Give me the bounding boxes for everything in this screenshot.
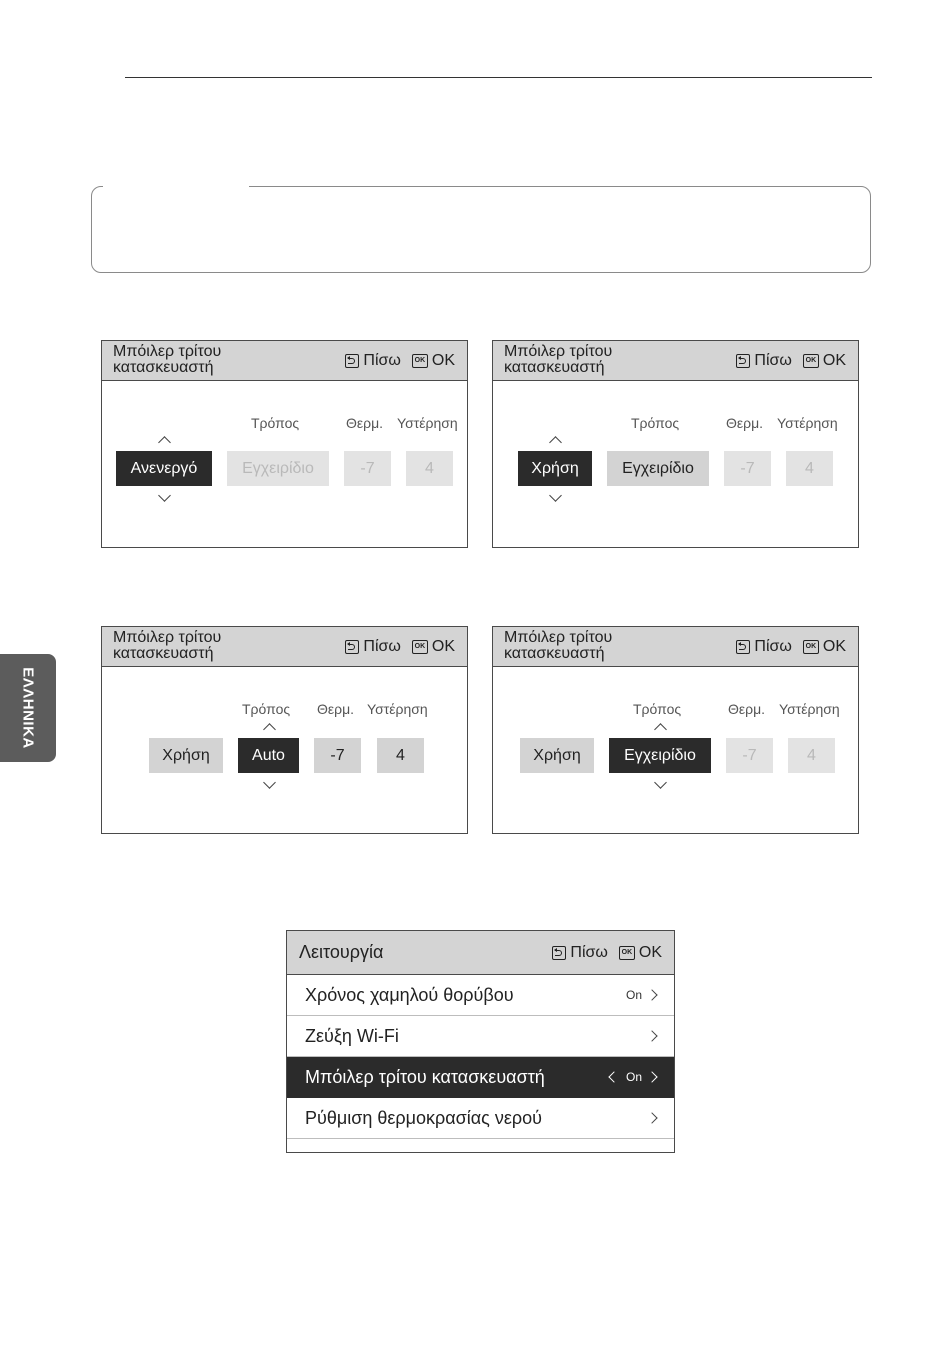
menu-item-value: On [625, 988, 642, 1002]
panel-title-line2: κατασκευαστή [504, 358, 605, 376]
chevron-down-icon[interactable] [549, 489, 562, 502]
ok-icon[interactable]: OK [619, 946, 635, 960]
menu-item-label: Ζεύξη Wi-Fi [305, 1026, 399, 1046]
panel-title [504, 344, 612, 375]
mode-selector[interactable]: Εγχειρίδιο [609, 738, 711, 773]
mode-column-label: Τρόπος [633, 701, 682, 717]
menu-header [287, 931, 674, 975]
menu-item-wifi-pairing[interactable] [287, 1016, 674, 1057]
ok-label[interactable]: OK [431, 638, 455, 655]
ok-icon[interactable]: OK [803, 640, 819, 654]
boiler-panel-4 [492, 626, 859, 834]
hysteresis-selector[interactable]: 4 [377, 738, 424, 773]
menu-item-third-party-boiler[interactable] [287, 1057, 674, 1098]
chevron-up-icon[interactable] [263, 723, 276, 736]
hysteresis-selector[interactable]: 4 [786, 451, 833, 486]
back-icon[interactable] [736, 640, 750, 654]
back-icon[interactable] [736, 354, 750, 368]
temp-selector[interactable]: -7 [726, 738, 773, 773]
panel-header [493, 627, 858, 667]
panel-title-line1: Μπόιλερ τρίτου [504, 343, 613, 360]
header-rule [125, 77, 872, 78]
boiler-panel-2 [492, 340, 859, 548]
back-icon[interactable] [345, 640, 359, 654]
panel-title-line1: Μπόιλερ τρίτου [113, 343, 222, 360]
hysteresis-column-label: Υστέρηση [777, 415, 838, 431]
panel-title-line2: κατασκευαστή [504, 644, 605, 662]
language-side-tab-label: ΕΛΛΗΝΙΚΑ [19, 667, 37, 749]
mode-selector[interactable]: Auto [238, 738, 299, 773]
panel-header-controls [345, 638, 455, 656]
menu-title: Λειτουργία [299, 942, 384, 962]
panel-title [113, 344, 221, 375]
hysteresis-selector[interactable]: 4 [406, 451, 453, 486]
chevron-down-icon[interactable] [158, 489, 171, 502]
state-selector[interactable]: Χρήση [149, 738, 223, 773]
ok-icon[interactable]: OK [412, 640, 428, 654]
temp-selector[interactable]: -7 [344, 451, 391, 486]
chevron-up-icon[interactable] [158, 436, 171, 449]
back-label[interactable]: Πίσω [754, 352, 792, 369]
temp-column-label: Θερμ. [346, 415, 384, 431]
ok-label[interactable]: OK [431, 352, 455, 369]
panel-title-line1: Μπόιλερ τρίτου [113, 629, 222, 646]
panel-header [102, 627, 467, 667]
menu-item-value: On [625, 1070, 642, 1084]
ok-label[interactable]: OK [822, 638, 846, 655]
ok-label[interactable]: OK [638, 944, 662, 961]
hysteresis-selector[interactable]: 4 [788, 738, 835, 773]
chevron-left-icon[interactable] [608, 1071, 619, 1082]
menu-item-water-temp-setting[interactable] [287, 1098, 674, 1139]
panel-header-controls [345, 352, 455, 370]
mode-column-label: Τρόπος [242, 701, 291, 717]
chevron-right-icon[interactable] [646, 1112, 657, 1123]
menu-header-controls [552, 944, 662, 962]
panel-title-line2: κατασκευαστή [113, 644, 214, 662]
menu-item-label: Μπόιλερ τρίτου κατασκευαστή [305, 1067, 545, 1087]
back-label[interactable]: Πίσω [570, 944, 608, 961]
panel-header-controls [736, 638, 846, 656]
chevron-up-icon[interactable] [654, 723, 667, 736]
back-icon[interactable] [345, 354, 359, 368]
hysteresis-column-label: Υστέρηση [397, 415, 458, 431]
mode-column-label: Τρόπος [251, 415, 300, 431]
note-box-label-gap [103, 180, 249, 190]
temp-selector[interactable]: -7 [724, 451, 771, 486]
chevron-down-icon[interactable] [654, 776, 667, 789]
ok-icon[interactable]: OK [803, 354, 819, 368]
panel-header [493, 341, 858, 381]
temp-column-label: Θερμ. [728, 701, 766, 717]
panel-header-controls [736, 352, 846, 370]
panel-title [504, 630, 612, 661]
temp-column-label: Θερμ. [317, 701, 355, 717]
function-menu [286, 930, 675, 1153]
panel-title-line1: Μπόιλερ τρίτου [504, 629, 613, 646]
chevron-up-icon[interactable] [549, 436, 562, 449]
back-icon[interactable] [552, 946, 566, 960]
state-selector[interactable]: Χρήση [520, 738, 594, 773]
chevron-right-icon[interactable] [646, 989, 657, 1000]
chevron-right-icon[interactable] [646, 1071, 657, 1082]
panel-title [113, 630, 221, 661]
menu-item-label: Ρύθμιση θερμοκρασίας νερού [305, 1108, 542, 1128]
back-label[interactable]: Πίσω [754, 638, 792, 655]
temp-selector[interactable]: -7 [314, 738, 361, 773]
chevron-right-icon[interactable] [646, 1030, 657, 1041]
menu-item-label: Χρόνος χαμηλού θορύβου [305, 985, 514, 1005]
panel-title-line2: κατασκευαστή [113, 358, 214, 376]
temp-column-label: Θερμ. [726, 415, 764, 431]
state-selector[interactable]: Ανενεργό [116, 451, 212, 486]
ok-icon[interactable]: OK [412, 354, 428, 368]
boiler-panel-1 [101, 340, 468, 548]
chevron-down-icon[interactable] [263, 776, 276, 789]
state-selector[interactable]: Χρήση [518, 451, 592, 486]
back-label[interactable]: Πίσω [363, 638, 401, 655]
ok-label[interactable]: OK [822, 352, 846, 369]
hysteresis-column-label: Υστέρηση [367, 701, 428, 717]
language-side-tab [0, 654, 56, 762]
menu-item-low-noise-time[interactable] [287, 975, 674, 1016]
mode-selector[interactable]: Εγχειρίδιο [607, 451, 709, 486]
mode-column-label: Τρόπος [631, 415, 680, 431]
panel-header [102, 341, 467, 381]
boiler-panel-3 [101, 626, 468, 834]
hysteresis-column-label: Υστέρηση [779, 701, 840, 717]
mode-selector[interactable]: Εγχειρίδιο [227, 451, 329, 486]
back-label[interactable]: Πίσω [363, 352, 401, 369]
note-box [91, 186, 871, 273]
